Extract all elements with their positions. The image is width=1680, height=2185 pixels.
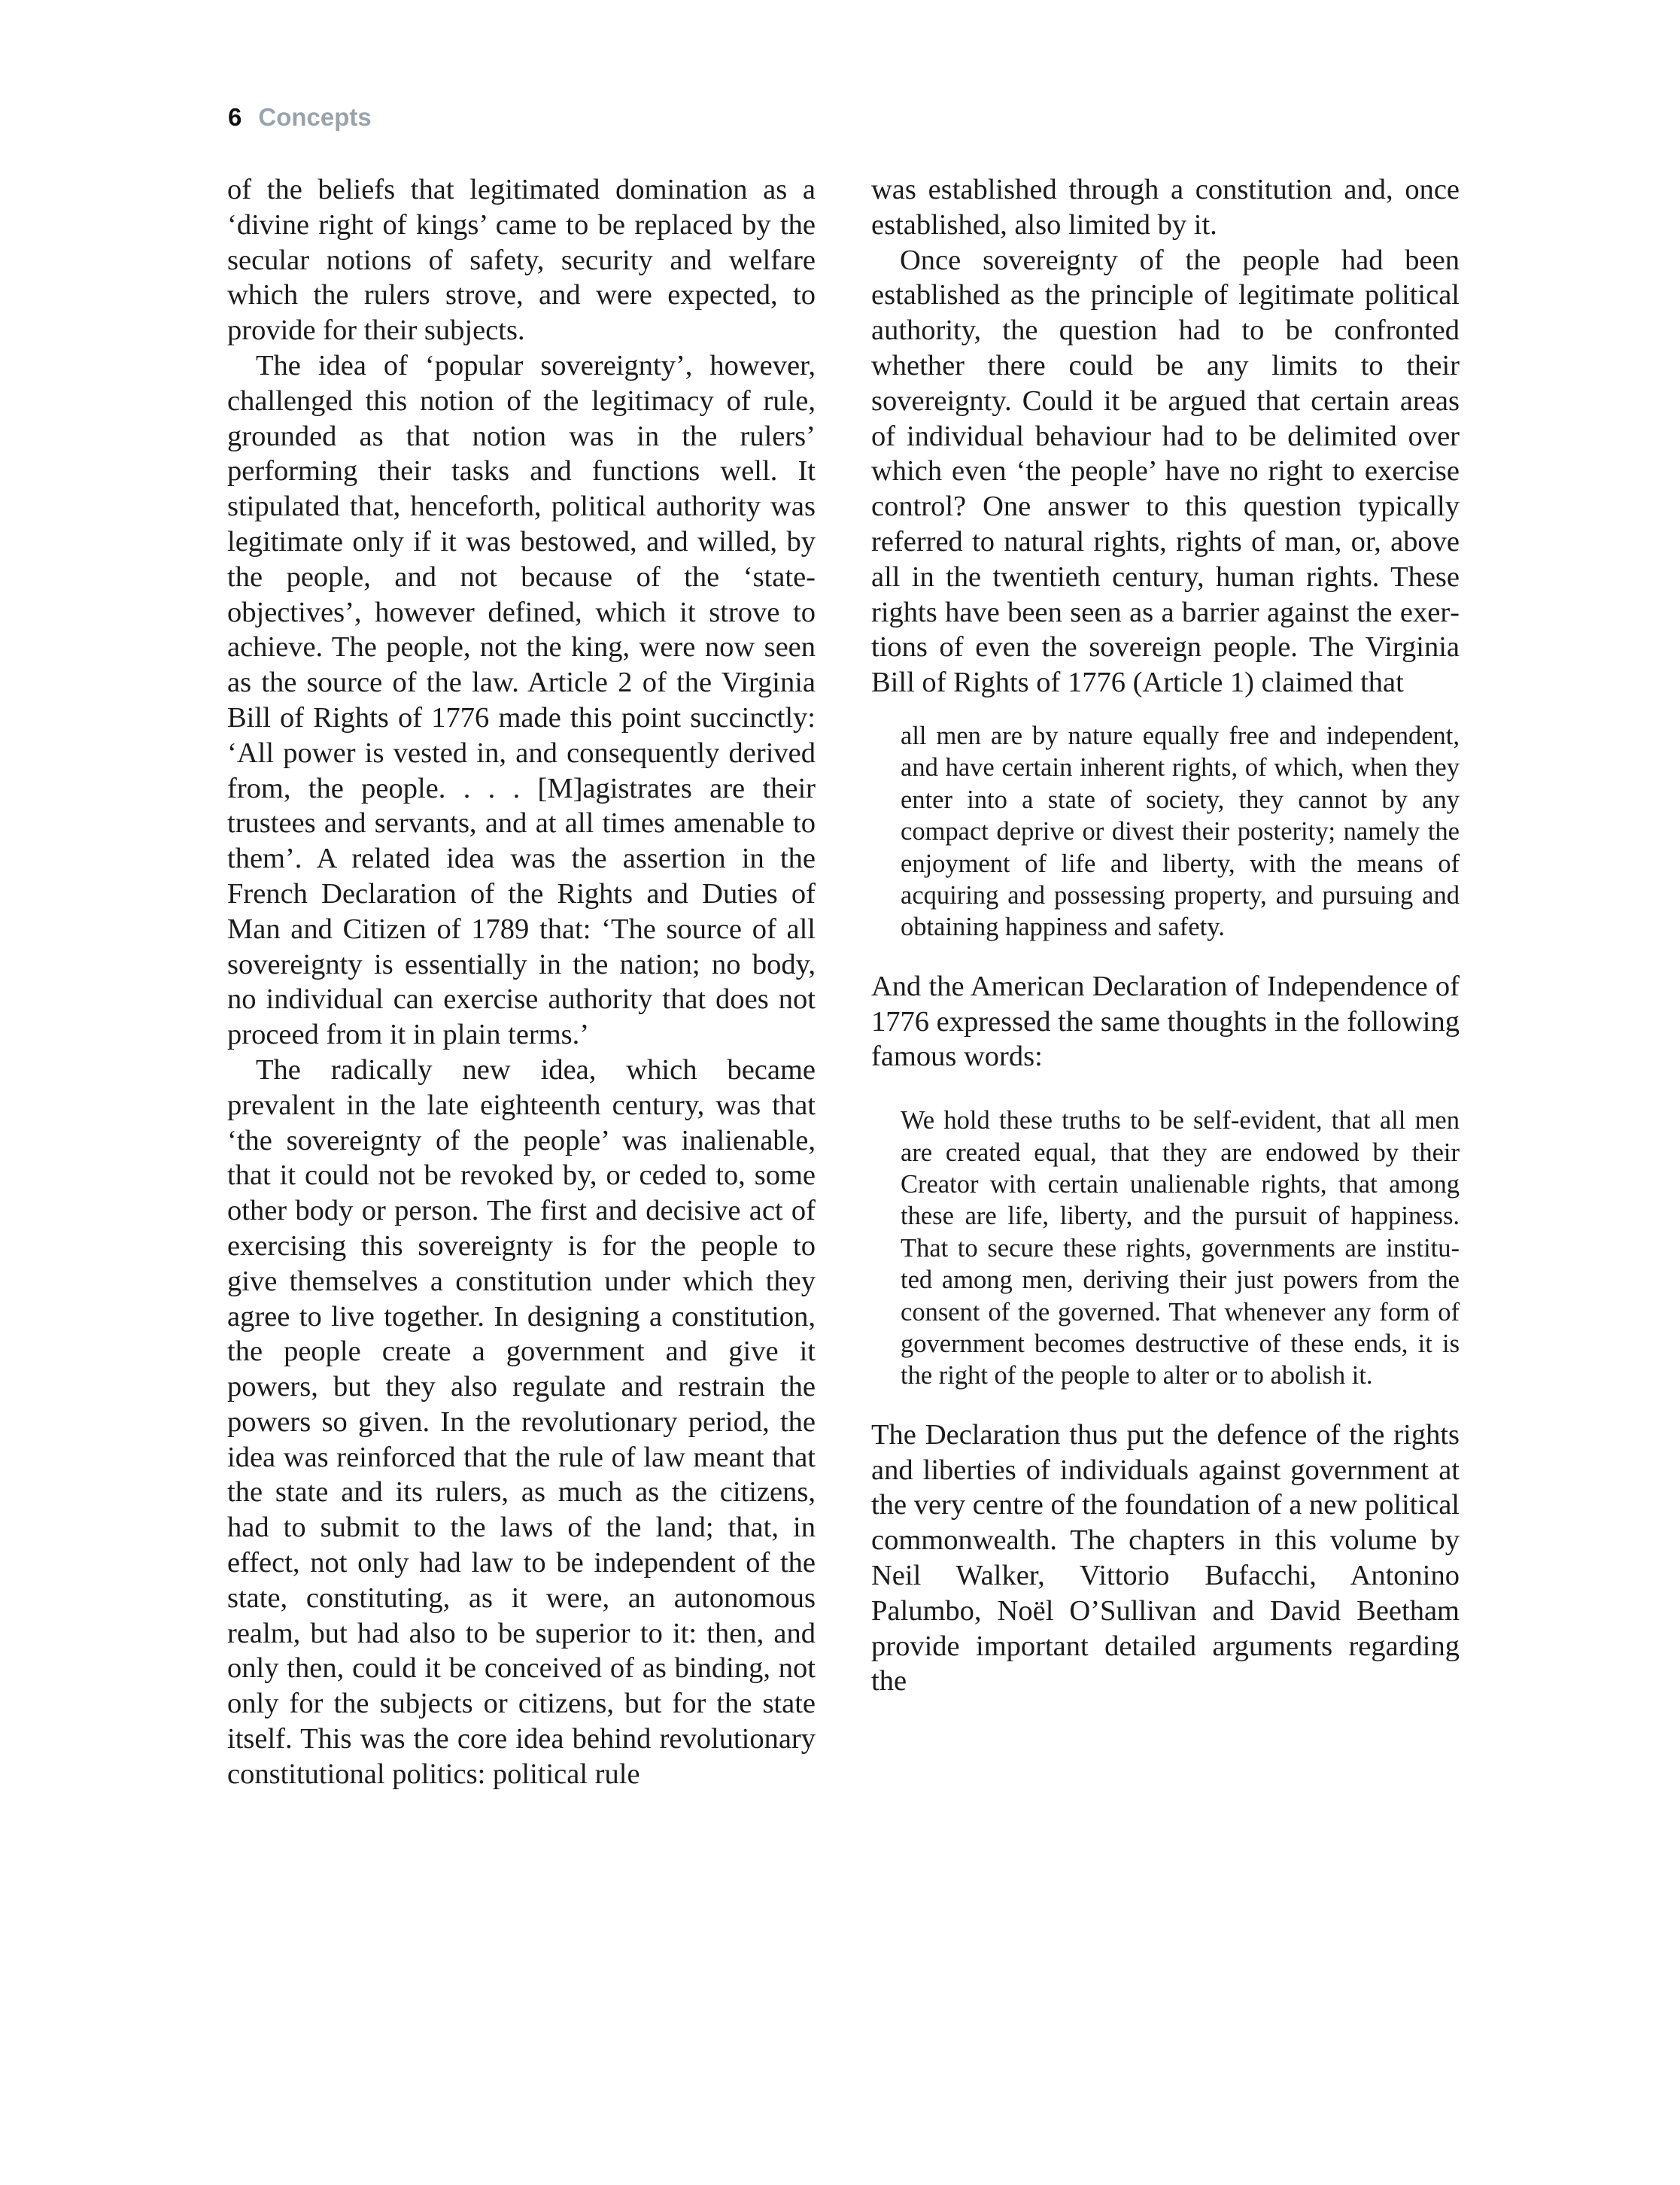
left-paragraph-2: The idea of ‘popular sovereignty’, however, challenged this notion of the legitimacy of rule, grounded as that notion was in the rulers’ performing their tasks and functions well. It stipulated that, henceforth, political authority was legitimate only if it was bestowed, and willed, by the people, and not because of the ‘state-objectives’, however defined, which it strove to achieve. The people, not the king, were now seen as the source of the law. Article 2 of the Virginia Bill of Rights of 1776 made this point succinctly: ‘All power is vested in, and consequently derived from, the people. . . . [M]agistrates are their trustees and servants, and at all times amenable to them’. A related idea was the assertion in the French Declaration of the Rights and Duties of Man and Citizen of 1789 that: ‘The source of all sovereignty is essentially in the nation; no body, no individual can exercise authority that does not proceed from it in plain terms.’	[227, 349, 816, 1051]
right-paragraph-4: The Declaration thus put the defence of the rights and liberties of individuals against government at the very centre of the foundation of a new political commonwealth. The chapters in this volume by Neil Walker, Vittorio Bufacchi, Antonino Palumbo, Noël O’Sullivan and David Beetham provide important detailed arguments regarding the	[871, 1418, 1460, 1697]
section-title: Concepts	[258, 103, 372, 131]
right-column	[871, 172, 1460, 1699]
left-paragraph-1: of the beliefs that legitimated domination as a ‘divine right of kings’ came to be replaced by the secular notions of safety, security and welfare which the rulers strove, and were expected, to provide for their subjects.	[227, 174, 816, 347]
declaration-quote: We hold these truths to be self-evident, that all men are created equal, that they are endowed by their Creator with certain unalienable rights, that among these are life, liberty, and the pursuit of happiness. That to secure these rights, governments are instituted among men, deriving their just powers from the consent of the governed. That whenever any form of government becomes destructive of these ends, it is the right of the people to alter or to abolish it.	[901, 1106, 1460, 1390]
right-paragraph-3: And the American Declaration of Independence of 1776 expressed the same thoughts in the following famous words:	[871, 970, 1460, 1073]
left-column	[227, 172, 816, 1792]
right-paragraph-1: was established through a constitution and, once established, also limited by it.	[871, 174, 1460, 241]
virginia-bill-quote: all men are by nature equally free and independent, and have certain inherent rights, of which, when they enter into a state of society, they cannot by any compact deprive or divest their posterity; namely the enjoyment of life and liberty, with the means of acquiring and possessing property, and pursuing and obtaining happiness and safety.	[901, 721, 1460, 942]
page-number: 6	[228, 103, 242, 131]
left-paragraph-3: The radically new idea, which became prevalent in the late eighteenth century, was that ‘the sovereignty of the people’ was inalienable, that it could not be revoked by, or ceded to, some other body or person. The first and decisive act of exercising this sovereignty is for the people to give themselves a constitution under which they agree to live together. In designing a constitution, the people create a government and give it powers, but they also regulate and restrain the powers so given. In the revolutionary period, the idea was reinforced that the rule of law meant that the state and its rulers, as much as the citizens, had to submit to the laws of the land; that, in effect, not only had law to be independent of the state, constituting, as it were, an autonomous realm, but had also to be superior to it: then, and only then, could it be conceived of as binding, not only for the subjects or citizens, but for the state itself. This was the core idea behind revolutionary constitutional politics: political rule	[227, 1053, 816, 1790]
right-paragraph-2: Once sovereignty of the people had been established as the principle of legitimate political authority, the question had to be confronted whether there could be any limits to their sovereignty. Could it be argued that certain areas of individual behaviour had to be delimited over which even ‘the people’ have no right to exercise control? One answer to this question typically referred to natural rights, rights of man, or, above all in the twentieth century, human rights. These rights have been seen as a barrier against the exertions of even the sovereign people. The Virginia Bill of Rights of 1776 (Article 1) claimed that	[871, 244, 1460, 699]
running-head	[228, 102, 372, 132]
